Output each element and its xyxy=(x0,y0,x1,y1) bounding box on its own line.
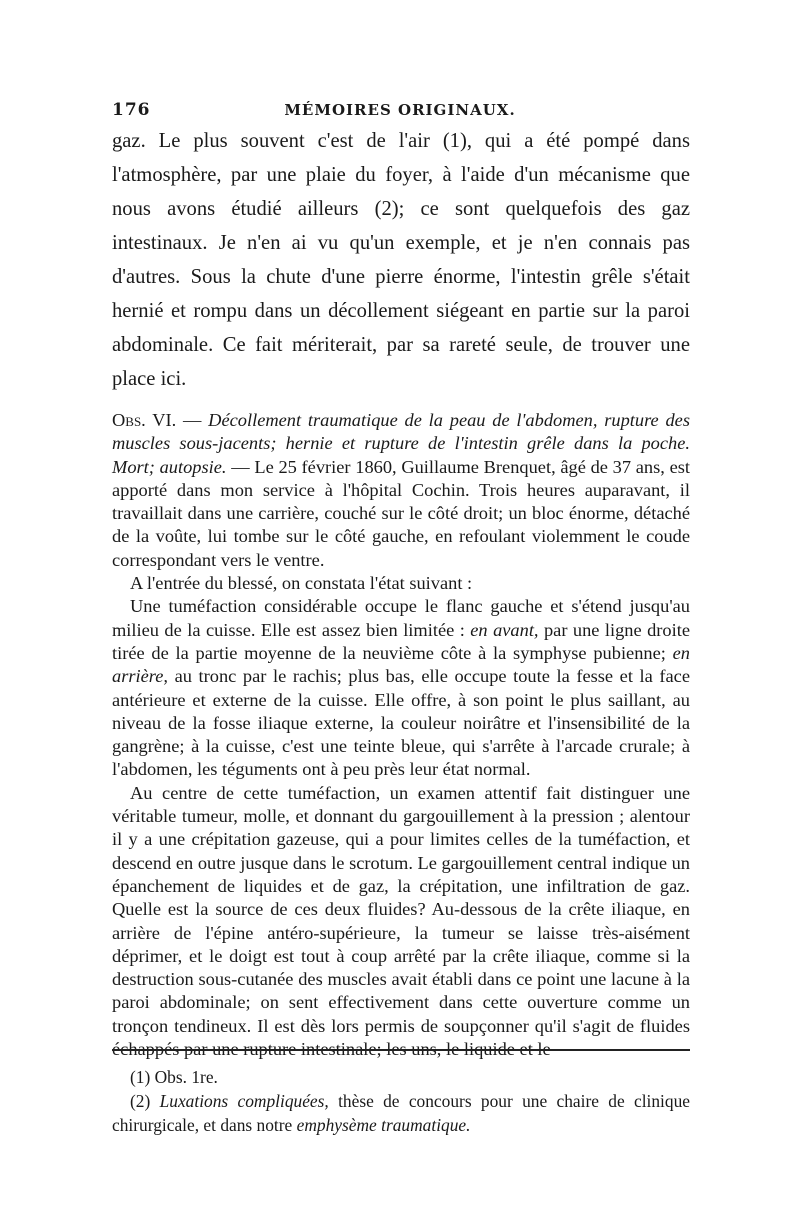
observation-paragraph-3 xyxy=(112,595,690,781)
observation-paragraph-4: Au centre de cette tuméfaction, un examen attentif fait distinguer une véritable tumeur, molle, et donnant du gargouillement à la pression ; alentour il y a une crépitation gazeuse, qui a pour limites celles de la tuméfaction, et descend en outre jusque dans le scrotum. Le gargouillement central indique un épanchement de liquides et de gaz, la crépitation, une infiltration de gaz. Quelle est la source de ces deux fluides? Au-dessous de la crête iliaque, en arrière de l'épine antéro-supérieure, la tumeur se laisse très-aisément déprimer, et le doigt est tout à coup arrêté par la crête iliaque, comme si la destruction sous-cutanée des muscles avait établi dans ce point une lacune à la paroi abdominale; on sent effectivement dans cette ouverture comme un tronçon tendineux. Il est dès lors permis de soupçonner qu'il s'agit de fluides échappés par une rupture intestinale; les uns, le liquide et le xyxy=(112,782,690,1060)
footnote-2-text: thèse de concours pour une chaire de clinique chirurgicale, et dans notre xyxy=(112,1091,690,1135)
footnote-1: (1) Obs. 1re. xyxy=(130,1067,218,1087)
obs-p3-en-arriere: en arrière, xyxy=(112,642,690,687)
observation-dash: — xyxy=(183,410,202,430)
observation-narrative: — Le 25 février 1860, Guillaume Brenquet, âgé de 37 ans, est apporté dans mon service à l'hôpital Cochin. Trois heures auparavant, il travaillait dans une carrière, couché sur le côté droit; un bloc énorme, détaché de la voûte, lui tombe sur le côté gauche, en refoulant violemment le coude correspondant vers le ventre. xyxy=(112,456,690,570)
observation-label: Obs. VI. xyxy=(112,410,177,430)
footnote-divider xyxy=(112,1049,690,1051)
intro-paragraph: gaz. Le plus souvent c'est de l'air (1), qui a été pompé dans l'atmosphère, par une plaie du foyer, à l'aide d'un mécanisme que nous avons étudié ailleurs (2); ce sont quelquefois des gaz intestinaux. Je n'en ai vu qu'un exemple, et je n'en connais pas d'autres. Sous la chute d'une pierre énorme, l'intestin grêle s'était hernié et rompu dans un décollement siégeant en partie sur la paroi abdominale. Ce fait mériterait, par sa rareté seule, de trouver une place ici. xyxy=(112,130,690,390)
observation-title: Décollement traumatique de la peau de l'abdomen, rupture des muscles sous-jacents; hernie et rupture de l'intestin grêle dans la poche. Mort; autopsie. xyxy=(112,410,690,477)
footnote-2-title-2: emphysème traumatique. xyxy=(296,1115,471,1135)
footnotes xyxy=(112,1065,690,1137)
observation-heading-paragraph xyxy=(112,409,690,572)
footnote-2-title: Luxations compliquées, xyxy=(159,1091,329,1111)
page-number: 176 xyxy=(112,100,151,120)
footnote-2 xyxy=(112,1089,690,1137)
observation-paragraph-2: A l'entrée du blessé, on constata l'état suivant : xyxy=(130,573,473,594)
obs-p3-en-avant: en avant, xyxy=(470,619,539,640)
obs-p3-part-e: au tronc par le rachis; plus bas, elle occupe toute la fesse et la face antérieure et externe de la cuisse. Elle offre, à son point le plus saillant, au niveau de la fosse iliaque externe, la couleur noirâtre et l'insensibilité de la gangrène; à la cuisse, c'est une teinte bleue, qui s'arrête à l'arcade crurale; à l'abdomen, les téguments ont à peu près leur état normal. xyxy=(112,666,690,780)
observation-section xyxy=(112,409,690,1061)
page-body xyxy=(112,124,690,1061)
footnote-2-number: (2) xyxy=(130,1091,151,1111)
obs-p3-part-c: par une ligne droite tirée de la partie moyenne de la neuvième côte à la symphyse pubienne; xyxy=(112,619,690,663)
obs-p3-part-a: Une tuméfaction considérable occupe le flanc gauche et s'étend jusqu'au milieu de la cuisse. Elle est assez bien limitée : xyxy=(112,596,690,640)
page-header xyxy=(112,100,688,124)
running-title: MÉMOIRES ORIGINAUX. xyxy=(284,101,516,119)
